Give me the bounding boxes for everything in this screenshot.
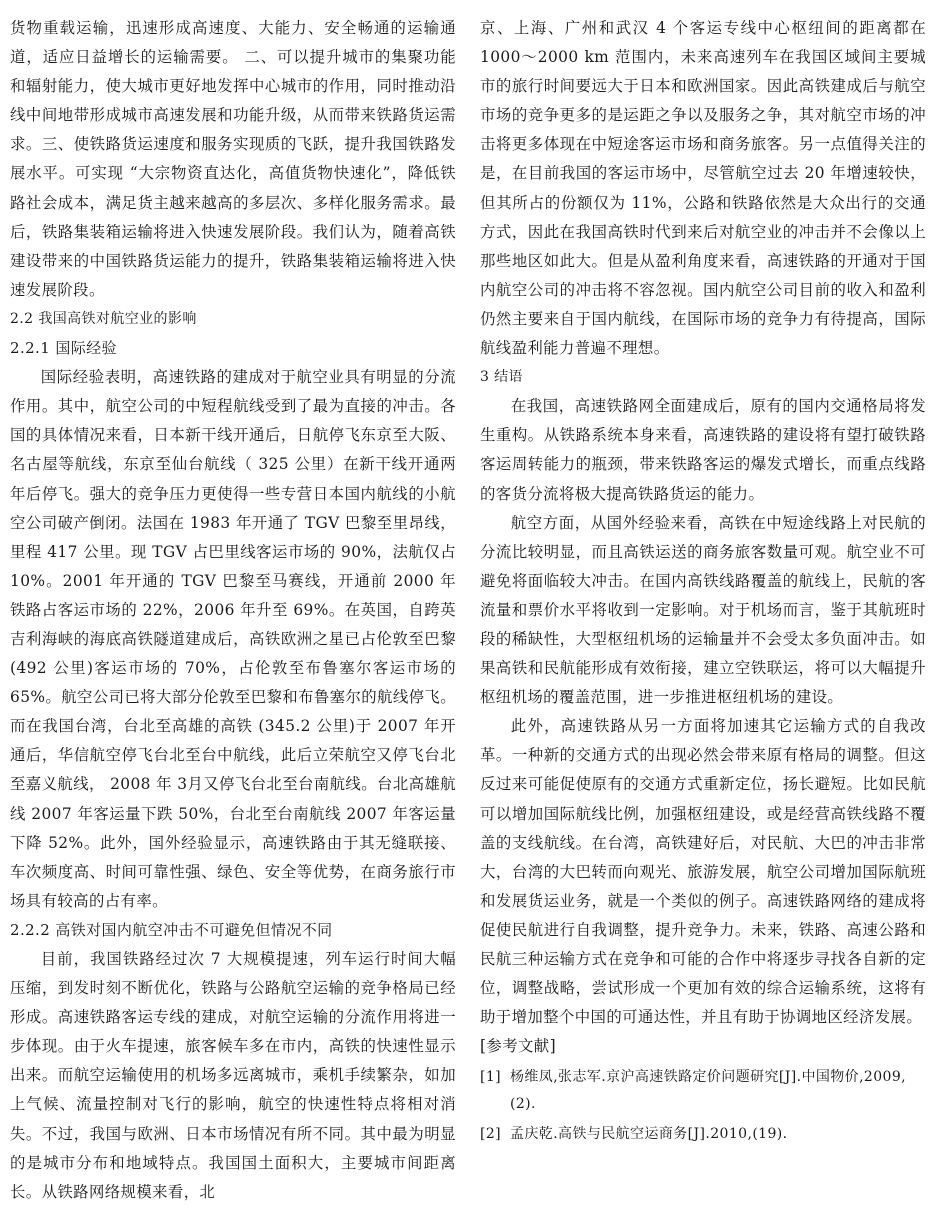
reference-item <box>480 1064 926 1118</box>
conclusion-paragraph-2: 航空方面，从国外经验来看，高铁在中短途线路上对民航的分流比较明显，而且高铁运送的商务旅客数量可观。航空业不可避免将面临较大冲击。在国内高铁线路覆盖的航线上，民航的客流量和票价水平将收到一定影响。对于机场而言，鉴于其航班时段的稀缺性，大型枢纽机场的运输量并不会受太多负面冲击。如果高铁和民航能形成有效衔接，建立空铁联运，将可以大幅提升枢纽机场的覆盖范围，进一步推进枢纽机场的建设。 <box>480 513 926 707</box>
left-column <box>10 14 456 1207</box>
conclusion-paragraph-1: 在我国，高速铁路网全面建成后，原有的国内交通格局将发生重构。从铁路系统本身来看，高速铁路的建设将有望打破铁路客运周转能力的瓶颈，带来铁路客运的爆发式增长，而重点线路的客货分流将极大提高铁路货运的能力。 <box>480 397 926 503</box>
references-heading: [参考文献] <box>480 1037 556 1056</box>
body-paragraph-continued: 货物重载运输，迅速形成高速度、大能力、安全畅通的运输通道，适应日益增长的运输需要。 二、可以提升城市的集聚功能和辐射能力，使大城市更好地发挥中心城市的作用，同时推动沿线中间地带形成城市高速发展和功能升级，从而带来铁路货运需求。三、使铁路货运速度和服务实现质的飞跃，提升我国铁路发展水平。可实现 “大宗物资直达化，高值货物快速化”，降低铁路社会成本，满足货主越来越高的多层次、多样化服务需求。最后，铁路集装箱运输将进入快速发展阶段。我们认为，随着高铁建设带来的中国铁路货运能力的提升，铁路集装箱运输将进入快速发展阶段。 <box>10 19 456 299</box>
right-column <box>480 14 926 1148</box>
body-paragraph-international-experience: 国际经验表明，高速铁路的建成对于航空业具有明显的分流作用。其中，航空公司的中短程航线受到了最为直接的冲击。各国的具体情况来看，日本新干线开通后，日航停飞东京至大阪、名古屋等航线，东京至仙台航线（ 325 公里）在新干线开通两年后停飞。强大的竞争压力更使得一些专营日本国内航线的小航空公司破产倒闭。法国在 1983 年开通了 TGV 巴黎至里昂线，里程 417 公里。现 TGV 占巴里线客运市场的 90%，法航仅占 10%。2001 年开通的 TGV 巴黎至马赛线，开通前 2000 年铁路占客运市场的 22%，2006 年升至 69%。在英国，自跨英吉利海峡的海底高铁隧道建成后，高铁欧洲之星已占伦敦至巴黎 (492 公里)客运市场的 70%，占伦敦至布鲁塞尔客运市场的 65%。航空公司已将大部分伦敦至巴黎和布鲁塞尔的航线停飞。而在我国台湾，台北至高雄的高铁 (345.2 公里)于 2007 年开通后，华信航空停飞台北至台中航线，此后立荣航空又停飞台北至嘉义航线， 2008 年 3月又停飞台北至台南航线。台北高雄航线 2007 年客运量下跌 50%，台北至台南航线 2007 年客运量下降 52%。此外，国外经验显示，高速铁路由于其无缝联接、车次频度高、时间可靠性强、绿色、安全等优势，在商务旅行市场具有较高的占有率。 <box>10 368 456 910</box>
reference-number: [1] <box>480 1069 502 1086</box>
section-heading-2-2: 2.2 我国高铁对航空业的影响 <box>10 310 197 327</box>
subsection-heading-2-2-1: 2.2.1 国际经验 <box>10 339 117 358</box>
reference-text: 杨维凤,张志军.京沪高速铁路定价问题研究[J].中国物价,2009,(2). <box>510 1069 907 1113</box>
reference-item <box>480 1121 926 1148</box>
subsection-heading-2-2-2: 2.2.2 高铁对国内航空冲击不可避免但情况不同 <box>10 920 333 939</box>
conclusion-paragraph-3: 此外，高速铁路从另一方面将加速其它运输方式的自我改革。一种新的交通方式的出现必然会带来原有格局的调整。但这反过来可能促使原有的交通方式重新定位，扬长避短。比如民航可以增加国际航线比例，加强枢纽建设，或是经营高铁线路不覆盖的支线航线。在台湾，高铁建好后，对民航、大巴的冲击非常大，台湾的大巴转而向观光、旅游发展，航空公司增加国际航班和发展货运业务，就是一个类似的例子。高速铁路网络的建成将促使民航进行自我调整，提升竞争力。未来，铁路、高速公路和民航三种运输方式在竞争和可能的合作中将逐步寻找各自新的定位，调整战略，尝试形成一个更加有效的综合运输系统，这将有助于增加整个中国的可通达性，并且有助于协调地区经济发展。 <box>480 717 926 1027</box>
reference-number: [2] <box>480 1126 502 1143</box>
body-paragraph-domestic-impact: 目前，我国铁路经过次 7 大规模提速，列车运行时间大幅压缩，到发时刻不断优化，铁路与公路航空运输的竞争格局已经形成。高速铁路客运专线的建成，对航空运输的分流作用将进一步体现。由于火车提速，旅客候车多在市内，高铁的快速性显示出来。而航空运输使用的机场多远离城市，乘机手续繁杂，如加上气候、流量控制对飞行的影响，航空的快速性特点将相对消失。不过，我国与欧洲、日本市场情况有所不同。其中最为明显的是城市分布和地域特点。我国国土面积大，主要城市间距离长。从铁路网络规模来看，北 <box>10 950 456 1201</box>
body-paragraph-continued-right: 京、上海、广州和武汉 4 个客运专线中心枢纽间的距离都在 1000～2000 km 范围内，未来高速列车在我国区域间主要城市的旅行时间要远大于日本和欧洲国家。因此高铁建成后与航空市场的竞争更多的是运距之争以及服务之争，其对航空市场的冲击将更多体现在中短途客运市场和商务旅客。另一点值得关注的是，在目前我国的客运市场中，尽管航空过去 20 年增速较快，但其所占的份额仅为 11%，公路和铁路依然是大众出行的交通方式，因此在我国高铁时代到来后对航空业的冲击并不会像以上那些地区如此大。但是从盈利角度来看，高速铁路的开通对于国内航空公司的冲击将不容忽视。国内航空公司目前的收入和盈利仍然主要来自于国内航线，在国际市场的竞争力有待提高，国际航线盈利能力普遍不理想。 <box>480 19 926 358</box>
section-heading-conclusion: 3 结语 <box>480 369 523 386</box>
reference-text: 孟庆乾.高铁与民航空运商务[J].2010,(19). <box>510 1126 788 1143</box>
